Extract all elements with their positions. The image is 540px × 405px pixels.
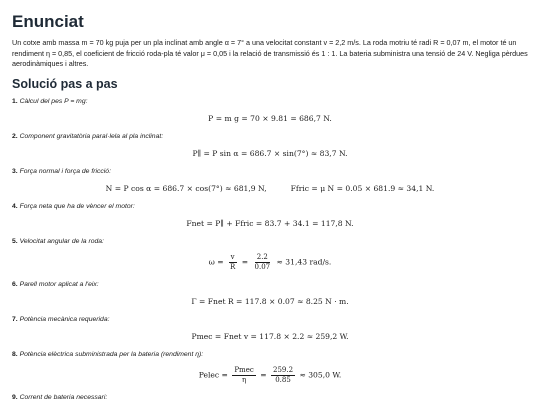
step-5 — [12, 237, 528, 272]
equation: N = P cos α = 686.7 × cos(7°) ≈ 681,9 N, — [105, 183, 267, 193]
step-number: 2. — [12, 132, 18, 140]
equation: Fnet = P∥ + Ffric = 83.7 + 34.1 = 117,8 N. — [186, 218, 354, 228]
step-number: 8. — [12, 350, 18, 358]
fraction: $\frac{\text{Pmec}}{\eta}$ — [234, 365, 254, 384]
step-6 — [12, 280, 528, 307]
step-number: 4. — [12, 202, 18, 210]
equation: ω = $\frac{v}{R}$ = $\frac{2.2}{0.07}$ ≈ 31,43 rad/s. — [208, 252, 332, 271]
step-7 — [12, 315, 528, 342]
step-1 — [12, 97, 528, 124]
page-title: Enunciat — [12, 12, 84, 31]
equation: Pmec = Fnet v = 117.8 × 2.2 ≈ 259,2 W. — [191, 331, 349, 341]
problem-statement: Un cotxe amb massa m = 70 kg puja per un pla inclinat amb angle α = 7° a una velocitat constant v = 2,2 m/s. La roda motriu té radi R = 0,07 m, el motor té un rendiment η = 0,85, el coeficient de fricció roda-pla té valor μ = 0,05 i la relació de transmissió és 1 : 1. La bateria subministra una tensió de 24 V. Negliga pèrdues aerodinàmiques i altres. — [12, 38, 528, 68]
fraction: $\frac{259.2}{0.85}$ — [272, 365, 294, 384]
step-label: Potència mecànica requerida: — [19, 315, 110, 323]
equation: P∥ = P sin α = 686.7 × sin(7°) ≈ 83,7 N. — [192, 148, 348, 158]
step-number: 7. — [12, 315, 18, 323]
step-label: Força normal i força de fricció: — [19, 167, 111, 175]
equation: Γ = Fnet R = 117.8 × 0.07 ≈ 8.25 N · m. — [191, 296, 349, 306]
step-number: 5. — [12, 237, 18, 245]
step-label: Força neta que ha de vèncer el motor: — [19, 202, 135, 210]
step-8 — [12, 350, 528, 385]
fraction: $\frac{v}{R}$ — [230, 252, 236, 271]
step-3 — [12, 167, 528, 194]
equation: Ffric = μ N = 0.05 × 681.9 ≈ 34,1 N. — [290, 183, 435, 193]
step-label: Potència elèctrica subministrada per la bateria (rendiment η): — [19, 350, 204, 358]
step-label: Corrent de bateria necessari: — [19, 393, 108, 401]
step-9 — [12, 393, 528, 402]
fraction: $\frac{2.2}{0.07}$ — [254, 252, 271, 271]
step-label: Velocitat angular de la roda: — [19, 237, 104, 245]
solution-heading: Solució pas a pas — [12, 76, 118, 91]
equation: P = m g = 70 × 9.81 = 686,7 N. — [208, 113, 332, 123]
step-number: 6. — [12, 280, 18, 288]
step-number: 1. — [12, 97, 18, 105]
step-number: 9. — [12, 393, 18, 401]
step-label: Component gravitatòria paral·lela al pla inclinat: — [19, 132, 164, 140]
step-label: Càlcul del pes P = mg: — [19, 97, 88, 105]
step-2 — [12, 132, 528, 159]
step-4 — [12, 202, 528, 229]
step-number: 3. — [12, 167, 18, 175]
step-label: Parell motor aplicat a l'eix: — [19, 280, 99, 288]
equation: Pelec = $\frac{\text{Pmec}}{\eta}$ = $\frac{259.2}{0.85}$ ≈ 305,0 W. — [198, 365, 342, 384]
